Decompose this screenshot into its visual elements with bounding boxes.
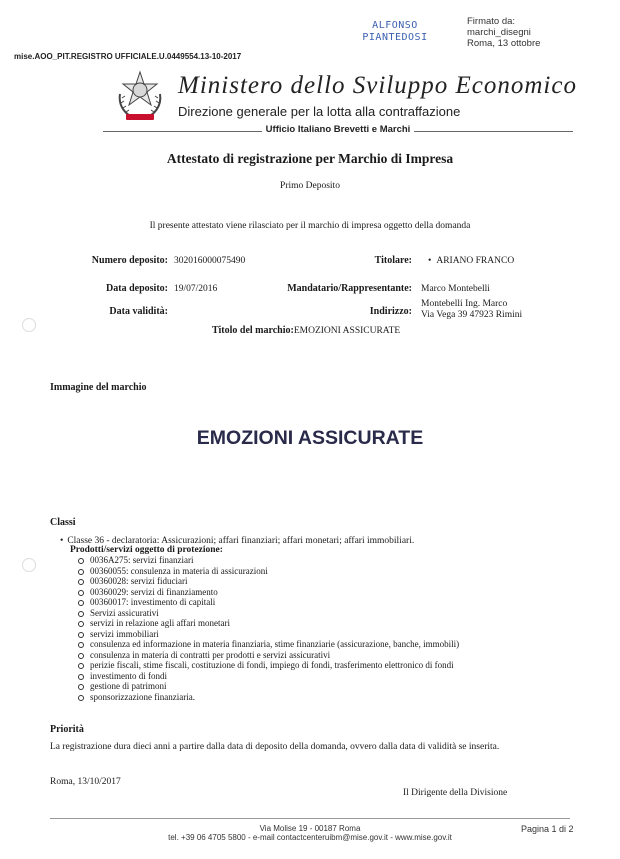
classe-item: • Classe 36 - declaratoria: Assicurazioni; affari finanziari; affari monetari; affari immobiliari. [60,536,415,546]
numero-deposito-value: 302016000075490 [174,256,246,266]
punch-hole [22,558,36,572]
list-item: consulenza ed informazione in materia finanziaria, stime finanziarie (assicurazione, banche, immobili) [78,639,459,650]
circle-bullet-icon [78,621,84,627]
list-item: 00360017: investimento di capitali [78,597,459,608]
indirizzo-value: Montebelli Ing. Marco Via Vega 39 47923 Rimini [421,299,523,320]
circle-bullet-icon [78,590,84,596]
italian-republic-emblem-icon [114,68,166,124]
protocol-number: mise.AOO_PIT.REGISTRO UFFICIALE.U.0449554.13-10-2017 [14,52,242,61]
list-item: 0036A275: servizi finanziari [78,555,459,566]
services-list [78,555,459,702]
circle-bullet-icon [78,674,84,680]
data-deposito-label: Data deposito: [106,283,168,294]
list-item: consulenza in materia di contratti per prodotti e servizi assicurativi [78,650,459,661]
ministry-name: Ministero dello Sviluppo Economico [178,72,577,99]
list-item: investimento di fondi [78,671,459,682]
classi-label: Classi [50,517,76,528]
list-item: 00360029: servizi di finanziamento [78,587,459,598]
circle-bullet-icon [78,642,84,648]
circle-bullet-icon [78,653,84,659]
list-item: servizi immobiliari [78,629,459,640]
mandatario-value: Marco Montebelli [421,284,490,294]
list-item: Servizi assicurativi [78,608,459,619]
list-item: 00360055: consulenza in materia di assicurazioni [78,566,459,577]
priorita-text: La registrazione dura dieci anni a partire dalla data di deposito della domanda, ovvero dalla data di validità se inserita. [50,742,500,752]
data-deposito-value: 19/07/2016 [174,284,218,294]
priorita-label: Priorità [50,724,84,735]
punch-hole [22,318,36,332]
list-item: sponsorizzazione finanziaria. [78,692,459,703]
ufficio-name: Ufficio Italiano Brevetti e Marchi [262,124,415,135]
bullet-icon: • [60,536,64,546]
circle-bullet-icon [78,663,84,669]
titolare-value: • ARIANO FRANCO [428,256,515,266]
city-date: Roma, 13/10/2017 [50,777,121,787]
list-item: 00360028: servizi fiduciari [78,576,459,587]
footer-address: Via Molise 19 - 00187 Roma [259,824,361,833]
immagine-label: Immagine del marchio [50,382,147,393]
bullet-icon: • [428,256,432,266]
list-item: gestione di patrimoni [78,681,459,692]
list-item: perizie fiscali, stime fiscali, costituzione di fondi, impiego di fondi, trasferimento elettronico di fondi [78,660,459,671]
numero-deposito-label: Numero deposito: [91,255,168,266]
circle-bullet-icon [78,600,84,606]
titolo-marchio: Titolo del marchio:EMOZIONI ASSICURATE [212,325,401,336]
mandatario-label: Mandatario/Rappresentante: [287,283,412,294]
circle-bullet-icon [78,632,84,638]
intro-text: Il presente attestato viene rilasciato per il marchio di impresa oggetto della domanda [149,221,471,231]
circle-bullet-icon [78,558,84,564]
circle-bullet-icon [78,695,84,701]
circle-bullet-icon [78,569,84,575]
document-title: Attestato di registrazione per Marchio di Impresa [166,151,454,166]
handwritten-signature-name: ALFONSO PIANTEDOSI [362,20,428,43]
footer-contacts: tel. +39 06 4705 5800 - e-mail contactcenteruibm@mise.gov.it - www.mise.gov.it [168,833,452,842]
dirigente-signature-line: Il Dirigente della Divisione [403,788,508,798]
digital-signature-note: Firmato da: marchi_disegni Roma, 13 ottobre [467,16,541,49]
document-subtitle: Primo Deposito [280,181,340,191]
data-validita-label: Data validità: [109,306,168,317]
indirizzo-label: Indirizzo: [369,306,412,317]
list-item: servizi in relazione agli affari monetari [78,618,459,629]
titolare-label: Titolare: [374,255,412,266]
trademark-image-text: EMOZIONI ASSICURATE [196,427,424,449]
page-number: Pagina 1 di 2 [521,824,574,834]
direzione-generale: Direzione generale per la lotta alla contraffazione [178,104,461,119]
circle-bullet-icon [78,579,84,585]
footer-rule [50,818,570,819]
circle-bullet-icon [78,611,84,617]
prodotti-label: Prodotti/servizi oggetto di protezione: [70,545,223,555]
circle-bullet-icon [78,684,84,690]
